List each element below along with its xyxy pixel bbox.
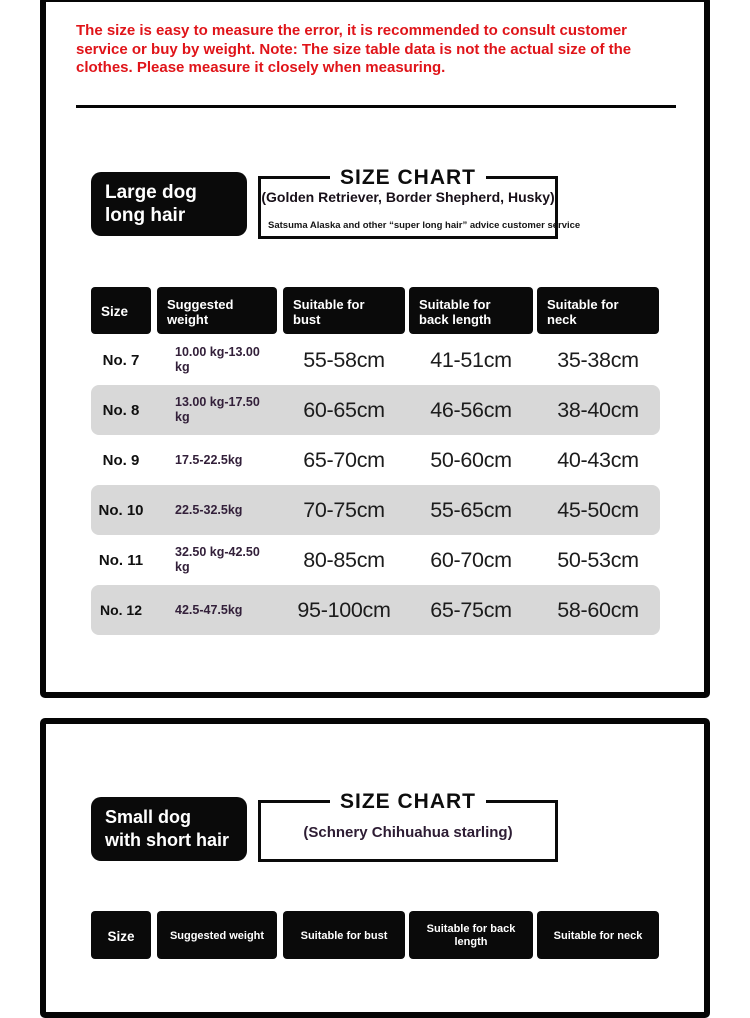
header-suitable-bust: Suitable for bust — [283, 287, 405, 334]
header-suggested-weight: Suggested weight — [157, 287, 277, 334]
header-suitable-back-length: Suitable for back length — [409, 911, 533, 959]
badge-line2: with short hair — [105, 830, 230, 850]
badge-line1: Small dog — [105, 807, 192, 827]
weight-cell: 17.5-22.5kg — [175, 452, 243, 467]
weight-cell: 22.5-32.5kg — [175, 502, 243, 517]
bust-cell: 70-75cm — [303, 497, 385, 522]
table-row — [91, 585, 660, 635]
neck-cell: 50-53cm — [557, 547, 639, 572]
size-cell: No. 7 — [102, 351, 140, 369]
neck-cell: 45-50cm — [557, 497, 639, 522]
size-chart-title: SIZE CHART — [330, 790, 486, 814]
header-suitable-neck: Suitable for neck — [537, 911, 659, 959]
weight-cell: 32.50 kg-42.50 kg — [175, 545, 260, 574]
bust-cell: 80-85cm — [303, 547, 385, 572]
table-row — [91, 435, 660, 485]
size-cell: No. 10 — [98, 501, 144, 519]
header-suggested-weight: Suggested weight — [157, 911, 277, 959]
back-length-cell: 65-75cm — [430, 597, 512, 622]
large-dog-badge — [91, 172, 247, 236]
breed-note: Satsuma Alaska and other “super long hair” advice customer service — [268, 220, 581, 231]
small-dog-size-card — [40, 718, 710, 1018]
header-size: Size — [91, 287, 151, 334]
measurement-warning-text: The size is easy to measure the error, it is recommended to consult customer service or buy by weight. Note: The size table data is not the actual size of the clothes. Please measure it closely when measuring. — [76, 22, 632, 76]
weight-cell: 42.5-47.5kg — [175, 602, 243, 617]
breed-subtitle: (Schnery Chihuahua starling) — [303, 824, 513, 841]
large-dog-size-card — [40, 0, 710, 698]
size-cell: No. 11 — [98, 551, 144, 569]
table-row — [91, 385, 660, 435]
neck-cell: 40-43cm — [557, 447, 639, 472]
bust-cell: 60-65cm — [303, 397, 385, 422]
neck-cell: 38-40cm — [557, 397, 639, 422]
back-length-cell: 41-51cm — [430, 347, 512, 372]
header-suitable-back-length: Suitable for back length — [409, 287, 533, 334]
badge-line2: long hair — [105, 205, 186, 226]
back-length-cell: 50-60cm — [430, 447, 512, 472]
weight-cell: 10.00 kg-13.00 kg — [175, 345, 260, 374]
neck-cell: 35-38cm — [557, 347, 639, 372]
bust-cell: 95-100cm — [297, 597, 391, 622]
size-cell: No. 12 — [99, 602, 142, 618]
size-cell: No. 9 — [102, 451, 140, 469]
weight-cell: 13.00 kg-17.50 kg — [175, 395, 260, 424]
neck-cell: 58-60cm — [557, 597, 639, 622]
table-row — [91, 535, 660, 585]
header-size: Size — [91, 911, 151, 959]
table-row — [91, 335, 660, 385]
size-chart-title: SIZE CHART — [330, 166, 486, 190]
header-suitable-bust: Suitable for bust — [283, 911, 405, 959]
back-length-cell: 60-70cm — [430, 547, 512, 572]
large-dog-chart-box — [258, 166, 581, 239]
bust-cell: 55-58cm — [303, 347, 385, 372]
small-dog-badge — [91, 797, 247, 861]
table-row — [91, 485, 660, 535]
small-dog-chart-box — [258, 790, 558, 862]
badge-line1: Large dog — [105, 182, 197, 203]
bust-cell: 65-70cm — [303, 447, 385, 472]
back-length-cell: 46-56cm — [430, 397, 512, 422]
breed-subtitle: (Golden Retriever, Border Shepherd, Husky) — [261, 189, 555, 205]
size-cell: No. 8 — [102, 401, 140, 419]
divider-line — [76, 105, 676, 108]
back-length-cell: 55-65cm — [430, 497, 512, 522]
header-suitable-neck: Suitable for neck — [537, 287, 659, 334]
